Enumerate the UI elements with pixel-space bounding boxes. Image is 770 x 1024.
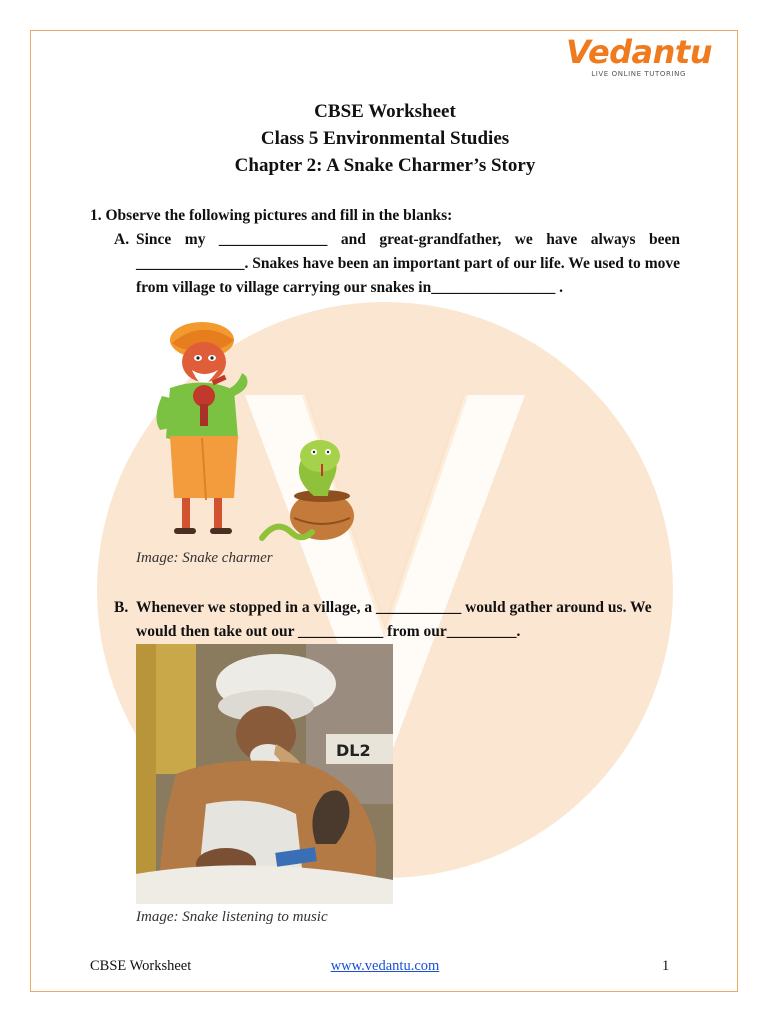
question-1b-text: Whenever we stopped in a village, a ___________ would gather around us. We would then take out our ___________ from our_________. [136, 599, 652, 640]
image-caption-snake-music: Image: Snake listening to music [136, 909, 328, 925]
image-caption-snake-charmer: Image: Snake charmer [136, 550, 273, 566]
snake-listening-photo [136, 644, 393, 904]
footer-website-link[interactable]: www.vedantu.com [330, 958, 440, 974]
page-number: 1 [662, 958, 670, 974]
logo-tagline: LIVE ONLINE TUTORING [591, 70, 686, 78]
worksheet-chapter: Chapter 2: A Snake Charmer’s Story [234, 155, 536, 176]
vedantu-logo [566, 33, 712, 84]
worksheet-class: Class 5 Environmental Studies [260, 128, 510, 149]
question-1a-label: A. [114, 231, 130, 248]
footer-center [0, 958, 770, 975]
snake-charmer-illustration [142, 318, 372, 546]
question-1-prompt: 1. Observe the following pictures and fill in the blanks: [90, 207, 453, 224]
worksheet-title: CBSE Worksheet [314, 101, 456, 122]
question-1b-label: B. [114, 599, 129, 616]
question-1b [114, 596, 680, 644]
logo-wordmark: Vedantu [566, 33, 712, 71]
footer-label: CBSE Worksheet [90, 958, 192, 974]
question-1a-text: Since my ______________ and great-grandfather, we have always been ______________. Snakes have been an important part of our life. We used to move from village to village carrying our snakes in________________ . [136, 231, 680, 296]
worksheet-header [0, 98, 770, 179]
svg-text:DL2: DL2 [336, 741, 371, 760]
question-1a [114, 228, 680, 300]
